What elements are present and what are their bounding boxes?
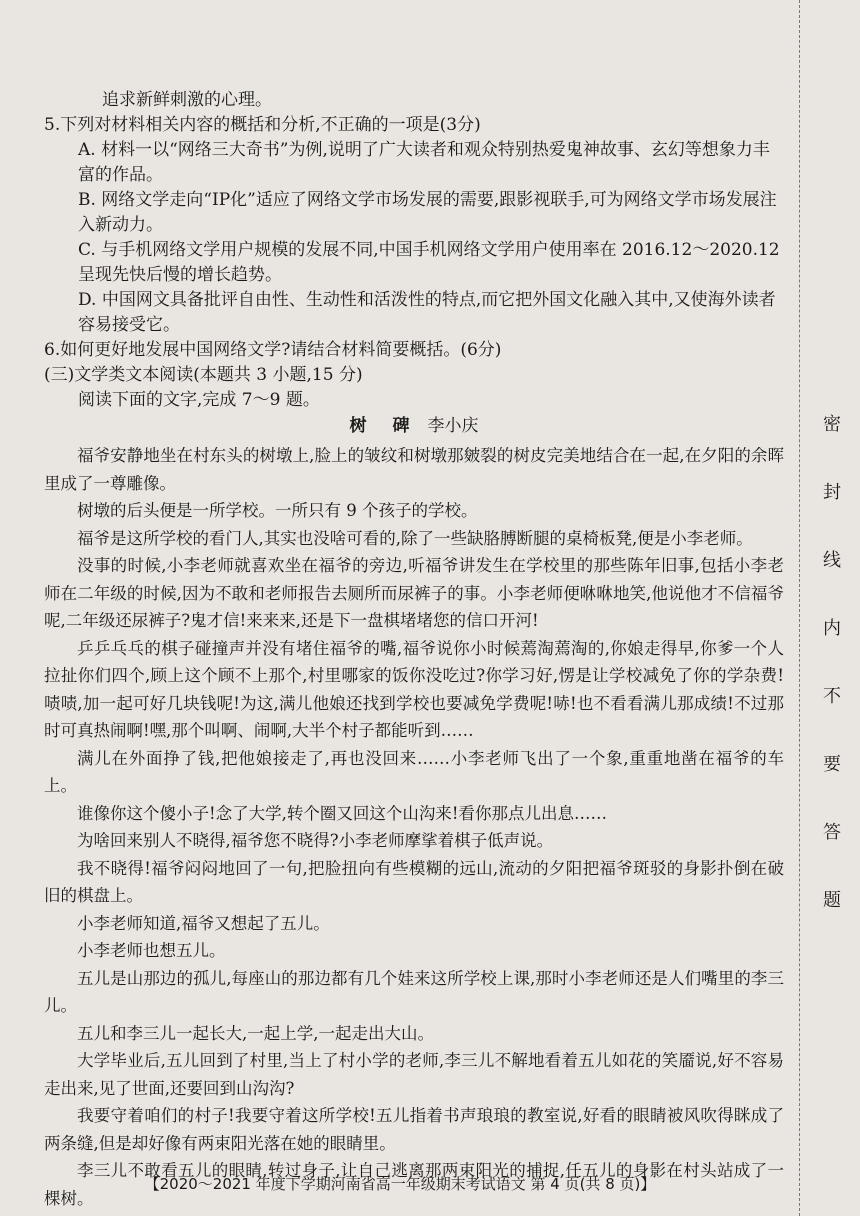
question-5-stem: 5.下列对材料相关内容的概括和分析,不正确的一项是(3分) [44,115,481,135]
section-3-instruction: 阅读下面的文字,完成 7～9 题。 [78,390,320,410]
story-paragraph: 乒乒乓乓的棋子碰撞声并没有堵住福爷的嘴,福爷说你小时候蔫淘蔫淘的,你娘走得早,你爹一个人拉扯你们四个,顾上这个顾不上那个,村里哪家的饭你没吃过?你学习好,愣是让学校减免了你的学杂费!啧啧,加一起可好几块钱呢!为这,满儿他娘还找到学校也要减免学费呢!哧!也不看看满儿那成绩!不过那时可真热闹啊!嘿,那个叫啊、闹啊,大半个村子都能听到…… [44,638,784,740]
story-paragraph: 为啥回来别人不晓得,福爷您不晓得?小李老师摩挲着棋子低声说。 [77,831,554,850]
seal-char: 要 [823,754,841,775]
story-title-char-1: 树 [349,416,367,436]
seal-line-notice [822,415,842,959]
previous-option-continuation: 追求新鲜刺激的心理。 [102,90,272,110]
story-paragraph: 我不晓得!福爷闷闷地回了一句,把脸扭向有些模糊的远山,流动的夕阳把福爷斑驳的身影扑倒在破旧的棋盘上。 [44,858,784,905]
story-paragraph: 小李老师也想五儿。 [77,941,226,960]
seal-char: 密 [823,414,841,435]
question-5-option-a: A. 材料一以“网络三大奇书”为例,说明了广大读者和观众特别热爱鬼神故事、玄幻等想象力丰富的作品。 [78,140,770,185]
story-paragraph: 福爷是这所学校的看门人,其实也没啥可看的,除了一些缺胳膊断腿的桌椅板凳,便是小李老师。 [77,528,753,548]
story-paragraph: 小李老师知道,福爷又想起了五儿。 [77,913,330,933]
seal-char: 答 [823,822,841,843]
story-paragraph: 福爷安静地坐在村东头的树墩上,脸上的皱纹和树墩那皴裂的树皮完美地结合在一起,在夕阳的余晖里成了一尊雕像。 [44,446,784,493]
story-author: 李小庆 [427,416,479,436]
seal-char: 题 [823,890,841,911]
story-body [44,442,784,1212]
story-paragraph: 树墩的后头便是一所学校。一所只有 9 个孩子的学校。 [77,501,478,520]
question-5-option-b: B. 网络文学走向“IP化”适应了网络文学市场发展的需要,跟影视联手,可为网络文学市场发展注入新动力。 [78,190,777,235]
question-6: 6.如何更好地发展中国网络文学?请结合材料简要概括。(6分) [44,340,502,360]
story-paragraph: 大学毕业后,五儿回到了村里,当上了村小学的老师,李三儿不解地看着五儿如花的笑靥说,好不容易走出来,见了世面,还要回到山沟沟? [44,1051,784,1098]
seal-char: 内 [823,618,841,639]
page-footer: 【2020～2021 年度下学期河南省高一年级期末考试语文 第 4 页(共 8 页)】 [144,1175,656,1193]
seal-char: 线 [823,550,841,571]
seal-char: 不 [823,686,841,707]
section-3-heading: (三)文学类文本阅读(本题共 3 小题,15 分) [44,365,363,385]
seal-char: 封 [823,482,841,503]
story-paragraph: 谁像你这个傻小子!念了大学,转个圈又回这个山沟来!看你那点儿出息…… [77,803,608,823]
story-paragraph: 没事的时候,小李老师就喜欢坐在福爷的旁边,听福爷讲发生在学校里的那些陈年旧事,包括小李老师在二年级的时候,因为不敢和老师报告去厕所而尿裤子的事。小李老师便咻咻地笑,他说他才不信福爷呢,二年级还尿裤子?鬼才信!来来来,还是下一盘棋堵堵您的信口开河! [44,556,784,630]
story-title [44,413,784,440]
story-paragraph: 满儿在外面挣了钱,把他娘接走了,再也没回来……小李老师飞出了一个象,重重地凿在福爷的车上。 [44,748,784,795]
question-5-option-c: C. 与手机网络文学用户规模的发展不同,中国手机网络文学用户使用率在 2016.12～2020.12 呈现先快后慢的增长趋势。 [78,240,780,285]
story-paragraph: 李三儿不敢看五儿的眼睛,转过身子,让自己逃离那两束阳光的捕捉,任五儿的身影在村头站成了一棵树。 [44,1161,784,1208]
story-paragraph: 我要守着咱们的村子!我要守着这所学校!五儿指着书声琅琅的教室说,好看的眼睛被风吹得眯成了两条缝,但是却好像有两束阳光落在她的眼睛里。 [44,1106,784,1153]
story-paragraph: 五儿是山那边的孤儿,每座山的那边都有几个娃来这所学校上课,那时小李老师还是人们嘴里的李三儿。 [44,968,784,1015]
binding-margin [799,0,860,1216]
story-title-char-2: 碑 [392,416,410,436]
question-5-option-d: D. 中国网文具备批评自由性、生动性和活泼性的特点,而它把外国文化融入其中,又使海外读者容易接受它。 [78,290,776,335]
page-content [44,88,784,1212]
story-paragraph: 五儿和李三儿一起长大,一起上学,一起走出大山。 [77,1023,434,1043]
